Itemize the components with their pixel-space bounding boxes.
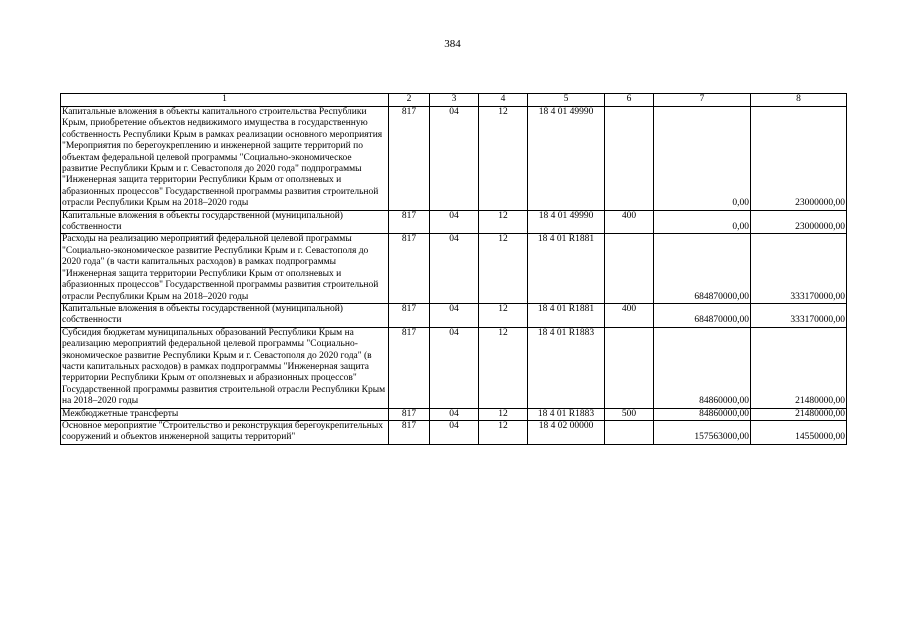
cell-section: 04 (430, 303, 479, 327)
cell-ministry-code: 817 (389, 327, 430, 408)
cell-target-article: 18 4 02 00000 (528, 420, 605, 444)
row-name: Субсидия бюджетам муниципальных образований Республики Крым на реализацию мероприятий федеральной целевой программы "Социально-экономическое развитие Республики Крым и г. Севастополя до 2020 года" (в части капитальных расходов) в рамках подпрограммы "Инженерная защита территории Республики Крым от оползневых и абразионных процессов" Государственной программы развития строительной отрасли Республики Крым на 2018–2020 годы (61, 327, 389, 408)
cell-section: 04 (430, 234, 479, 303)
cell-amount-1: 157563000,00 (654, 420, 751, 444)
cell-amount-1: 84860000,00 (654, 327, 751, 408)
cell-target-article: 18 4 01 R1883 (528, 327, 605, 408)
cell-section: 04 (430, 420, 479, 444)
cell-ministry-code: 817 (389, 107, 430, 211)
row-name: Расходы на реализацию мероприятий федеральной целевой программы "Социально-экономическое развитие Республики Крым и г. Севастополя до 2020 года" (в части капитальных расходов) в рамках подпрограммы "Инженерная защита территории Республики Крым от оползневых и абразионных процессов" Государственной программы развития строительной отрасли Республики Крым на 2018–2020 годы (61, 234, 389, 303)
cell-amount-2: 333170000,00 (751, 303, 847, 327)
cell-expense-type (605, 107, 654, 211)
cell-section: 04 (430, 210, 479, 234)
cell-amount-2: 21480000,00 (751, 408, 847, 420)
table-row (61, 234, 847, 303)
row-name: Капитальные вложения в объекты капитального строительства Республики Крым, приобретение объектов недвижимого имущества в государственную собственность Республики Крым в рамках реализации основного мероприятия "Мероприятия по берегоукреплению и инженерной защите территорий по объектам федеральной целевой программы "Социально-экономическое развитие Республики Крым и г. Севастополя до 2020 года" подпрограммы "Инженерная защита территории Республики Крым от оползневых и абразионных процессов" Государственной программы развития строительной отрасли Республики Крым на 2018–2020 годы (61, 107, 389, 211)
budget-table (60, 93, 847, 445)
table-header-row (61, 94, 847, 107)
column-header: 4 (479, 94, 528, 107)
cell-subsection: 12 (479, 327, 528, 408)
cell-ministry-code: 817 (389, 303, 430, 327)
column-header: 5 (528, 94, 605, 107)
table-row (61, 420, 847, 444)
table-row (61, 327, 847, 408)
cell-subsection: 12 (479, 420, 528, 444)
table-row (61, 408, 847, 420)
table-row (61, 107, 847, 211)
cell-ministry-code: 817 (389, 210, 430, 234)
page-number: 384 (444, 38, 461, 50)
column-header: 6 (605, 94, 654, 107)
column-header: 7 (654, 94, 751, 107)
cell-amount-1: 684870000,00 (654, 303, 751, 327)
column-header: 2 (389, 94, 430, 107)
cell-target-article: 18 4 01 R1881 (528, 234, 605, 303)
row-name: Межбюджетные трансферты (61, 408, 389, 420)
cell-expense-type (605, 234, 654, 303)
cell-expense-type (605, 327, 654, 408)
table-row (61, 303, 847, 327)
cell-amount-1: 84860000,00 (654, 408, 751, 420)
column-header: 1 (61, 94, 389, 107)
cell-section: 04 (430, 408, 479, 420)
row-name: Капитальные вложения в объекты государственной (муниципальной) собственности (61, 210, 389, 234)
cell-target-article: 18 4 01 49990 (528, 210, 605, 234)
cell-ministry-code: 817 (389, 420, 430, 444)
cell-expense-type: 500 (605, 408, 654, 420)
cell-subsection: 12 (479, 234, 528, 303)
table-row (61, 210, 847, 234)
cell-subsection: 12 (479, 210, 528, 234)
cell-amount-2: 21480000,00 (751, 327, 847, 408)
cell-amount-2: 333170000,00 (751, 234, 847, 303)
column-header: 8 (751, 94, 847, 107)
cell-target-article: 18 4 01 49990 (528, 107, 605, 211)
cell-subsection: 12 (479, 408, 528, 420)
cell-amount-2: 23000000,00 (751, 107, 847, 211)
cell-subsection: 12 (479, 107, 528, 211)
cell-subsection: 12 (479, 303, 528, 327)
cell-amount-1: 0,00 (654, 210, 751, 234)
cell-section: 04 (430, 107, 479, 211)
cell-amount-2: 14550000,00 (751, 420, 847, 444)
cell-expense-type: 400 (605, 303, 654, 327)
cell-amount-2: 23000000,00 (751, 210, 847, 234)
cell-section: 04 (430, 327, 479, 408)
cell-expense-type: 400 (605, 210, 654, 234)
column-header: 3 (430, 94, 479, 107)
cell-expense-type (605, 420, 654, 444)
cell-target-article: 18 4 01 R1881 (528, 303, 605, 327)
row-name: Капитальные вложения в объекты государственной (муниципальной) собственности (61, 303, 389, 327)
cell-amount-1: 0,00 (654, 107, 751, 211)
cell-target-article: 18 4 01 R1883 (528, 408, 605, 420)
cell-amount-1: 684870000,00 (654, 234, 751, 303)
row-name: Основное мероприятие "Строительство и реконструкция берегоукрепительных сооружений и объектов инженерной защиты территорий" (61, 420, 389, 444)
cell-ministry-code: 817 (389, 408, 430, 420)
cell-ministry-code: 817 (389, 234, 430, 303)
